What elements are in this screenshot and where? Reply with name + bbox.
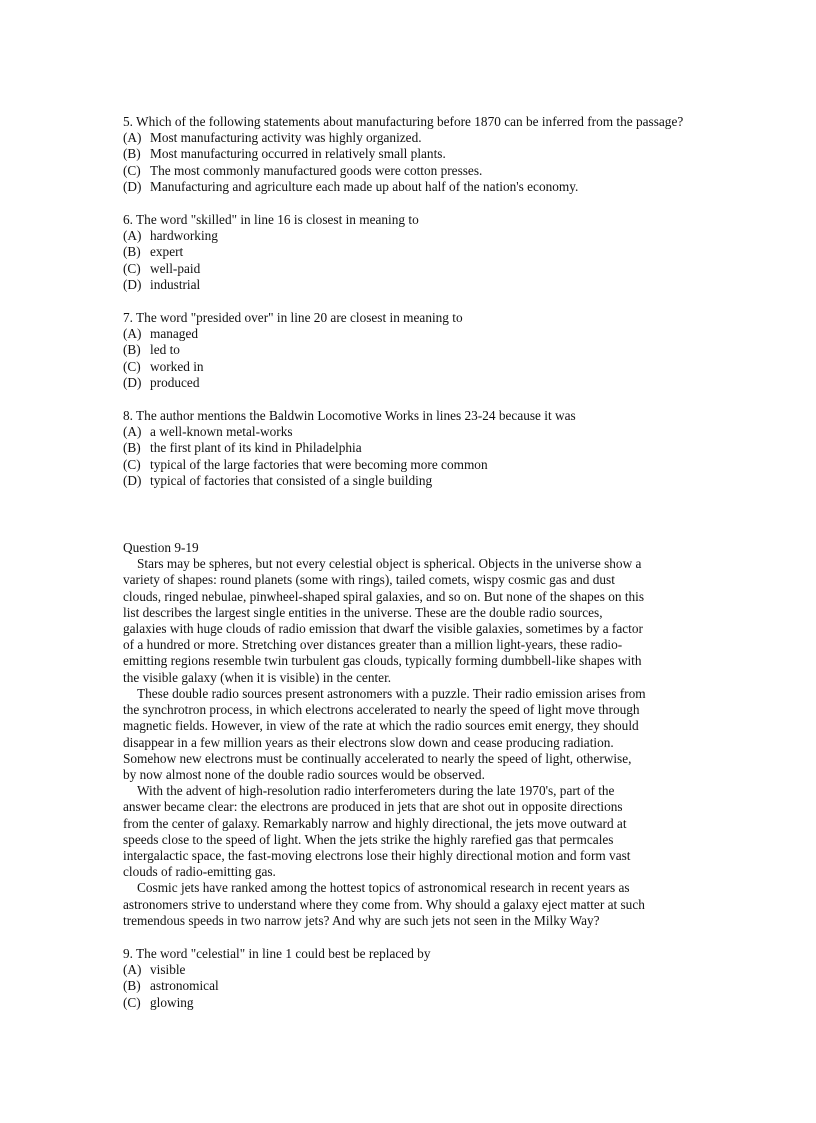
passage-line: clouds, ringed nebulae, pinwheel-shaped spiral galaxies, and so on. But none of the shapes on this	[123, 588, 645, 604]
option-text: typical of the large factories that were becoming more common	[150, 456, 488, 472]
answer-option[interactable]	[123, 130, 703, 146]
passage-paragraph-2	[123, 686, 703, 783]
option-letter: (B)	[123, 440, 141, 456]
passage-line: from the center of galaxy. Remarkably narrow and highly directional, the jets move outward at	[123, 815, 627, 831]
option-text: Most manufacturing occurred in relatively small plants.	[150, 146, 446, 162]
answer-option[interactable]	[123, 261, 703, 277]
passage-line: disappear in a few million years as their electrons slow down and cease producing radiation.	[123, 734, 614, 750]
option-text: astronomical	[150, 978, 219, 994]
answer-option[interactable]	[123, 163, 703, 179]
option-letter: (A)	[123, 130, 142, 146]
passage-line: astronomers strive to understand where they come from. Why should a galaxy eject matter at such	[123, 896, 645, 912]
answer-option[interactable]	[123, 375, 703, 391]
spacer	[123, 293, 703, 310]
option-letter: (D)	[123, 374, 142, 390]
question-5	[123, 114, 703, 195]
option-text: led to	[150, 342, 180, 358]
question-7	[123, 310, 703, 391]
question-stem: 9. The word "celestial" in line 1 could best be replaced by	[123, 945, 431, 961]
passage-line: clouds of radio-emitting gas.	[123, 864, 276, 880]
question-stem: 6. The word "skilled" in line 16 is closest in meaning to	[123, 212, 419, 228]
option-letter: (D)	[123, 178, 142, 194]
answer-option[interactable]	[123, 359, 703, 375]
passage-line: magnetic fields. However, in view of the rate at which the radio sources emit energy, they should	[123, 718, 639, 734]
passage-line: intergalactic space, the fast-moving electrons lose their highly directional motion and form vast	[123, 847, 631, 863]
answer-option[interactable]	[123, 424, 703, 440]
answer-option[interactable]	[123, 342, 703, 358]
option-letter: (B)	[123, 978, 141, 994]
passage-line: variety of shapes: round planets (some with rings), tailed comets, wispy cosmic gas and dust	[123, 572, 615, 588]
passage-paragraph-4	[123, 880, 703, 929]
question-6	[123, 212, 703, 293]
question-stem: 5. Which of the following statements about manufacturing before 1870 can be inferred from the passage?	[123, 114, 684, 129]
option-letter: (C)	[123, 994, 141, 1010]
passage-line: These double radio sources present astronomers with a puzzle. Their radio emission arises from	[137, 685, 646, 701]
passage-line: Cosmic jets have ranked among the hottest topics of astronomical research in recent years as	[137, 880, 630, 896]
answer-option[interactable]	[123, 440, 703, 456]
question-stem: 8. The author mentions the Baldwin Locomotive Works in lines 23-24 because it was	[123, 408, 576, 424]
question-stem: 7. The word "presided over" in line 20 are closest in meaning to	[123, 310, 463, 326]
option-letter: (B)	[123, 244, 141, 260]
option-text: a well-known metal-works	[150, 424, 293, 440]
spacer	[123, 391, 703, 408]
option-text: visible	[150, 962, 186, 978]
option-text: typical of factories that consisted of a single building	[150, 472, 433, 488]
spacer	[123, 489, 703, 523]
passage-paragraph-3	[123, 783, 703, 880]
option-letter: (C)	[123, 260, 141, 276]
passage-line: speeds close to the speed of light. When the jets strike the highly rarefied gas that permcales	[123, 831, 614, 847]
passage-line: With the advent of high-resolution radio interferometers during the late 1970's, part of the	[137, 783, 615, 799]
option-letter: (C)	[123, 162, 141, 178]
option-letter: (D)	[123, 472, 142, 488]
spacer	[123, 929, 703, 946]
spacer	[123, 523, 703, 540]
passage-line: answer became clear: the electrons are produced in jets that are shot out in opposite directions	[123, 799, 623, 815]
option-text: well-paid	[150, 260, 201, 276]
answer-option[interactable]	[123, 326, 703, 342]
answer-option[interactable]	[123, 995, 703, 1011]
passage-line: the visible galaxy (when it is visible) in the center.	[123, 669, 392, 685]
option-letter: (B)	[123, 146, 141, 162]
option-letter: (C)	[123, 358, 141, 374]
option-text: expert	[150, 244, 184, 260]
passage-line: Somehow new electrons must be continually accelerated to nearly the speed of light, otherwise,	[123, 750, 632, 766]
passage-line: Stars may be spheres, but not every celestial object is spherical. Objects in the universe show a	[137, 556, 642, 572]
answer-option[interactable]	[123, 179, 703, 195]
option-letter: (A)	[123, 424, 142, 440]
passage-line: of a hundred or more. Stretching over distances greater than a million light-years, these radio-	[123, 637, 623, 653]
option-letter: (A)	[123, 326, 142, 342]
passage-paragraph-1	[123, 556, 703, 686]
spacer	[123, 195, 703, 212]
option-letter: (D)	[123, 276, 142, 292]
option-text: produced	[150, 374, 200, 390]
answer-option[interactable]	[123, 978, 703, 994]
option-text: the first plant of its kind in Philadelphia	[150, 440, 362, 456]
passage-line: emitting regions resemble twin turbulent gas clouds, typically forming dumbbell-like shapes with	[123, 653, 642, 669]
answer-option[interactable]	[123, 473, 703, 489]
option-letter: (B)	[123, 342, 141, 358]
passage-line: list describes the largest single entities in the universe. These are the double radio sources,	[123, 604, 603, 620]
option-text: glowing	[150, 994, 194, 1010]
option-text: The most commonly manufactured goods were cotton presses.	[150, 162, 483, 178]
option-text: managed	[150, 326, 198, 342]
question-8	[123, 408, 703, 489]
answer-option[interactable]	[123, 962, 703, 978]
answer-option[interactable]	[123, 457, 703, 473]
document-page	[123, 114, 703, 1011]
option-letter: (A)	[123, 228, 142, 244]
option-letter: (A)	[123, 962, 142, 978]
reading-passage	[123, 556, 703, 929]
option-text: Most manufacturing activity was highly organized.	[150, 130, 422, 146]
answer-option[interactable]	[123, 228, 703, 244]
answer-option[interactable]	[123, 146, 703, 162]
section-heading: Question 9-19	[123, 540, 199, 556]
option-letter: (C)	[123, 456, 141, 472]
answer-option[interactable]	[123, 277, 703, 293]
option-text: hardworking	[150, 228, 218, 244]
passage-line: the synchrotron process, in which electrons accelerated to nearly the speed of light move through	[123, 702, 640, 718]
answer-option[interactable]	[123, 244, 703, 260]
passage-line: by now almost none of the double radio sources would be observed.	[123, 766, 485, 782]
passage-line: galaxies with huge clouds of radio emission that dwarf the visible galaxies, sometimes by a factor	[123, 621, 643, 637]
question-9	[123, 946, 703, 1011]
passage-line: tremendous speeds in two narrow jets? And why are such jets not seen in the Milky Way?	[123, 912, 600, 928]
option-text: worked in	[150, 358, 204, 374]
option-text: industrial	[150, 276, 201, 292]
option-text: Manufacturing and agriculture each made up about half of the nation's economy.	[150, 178, 579, 194]
